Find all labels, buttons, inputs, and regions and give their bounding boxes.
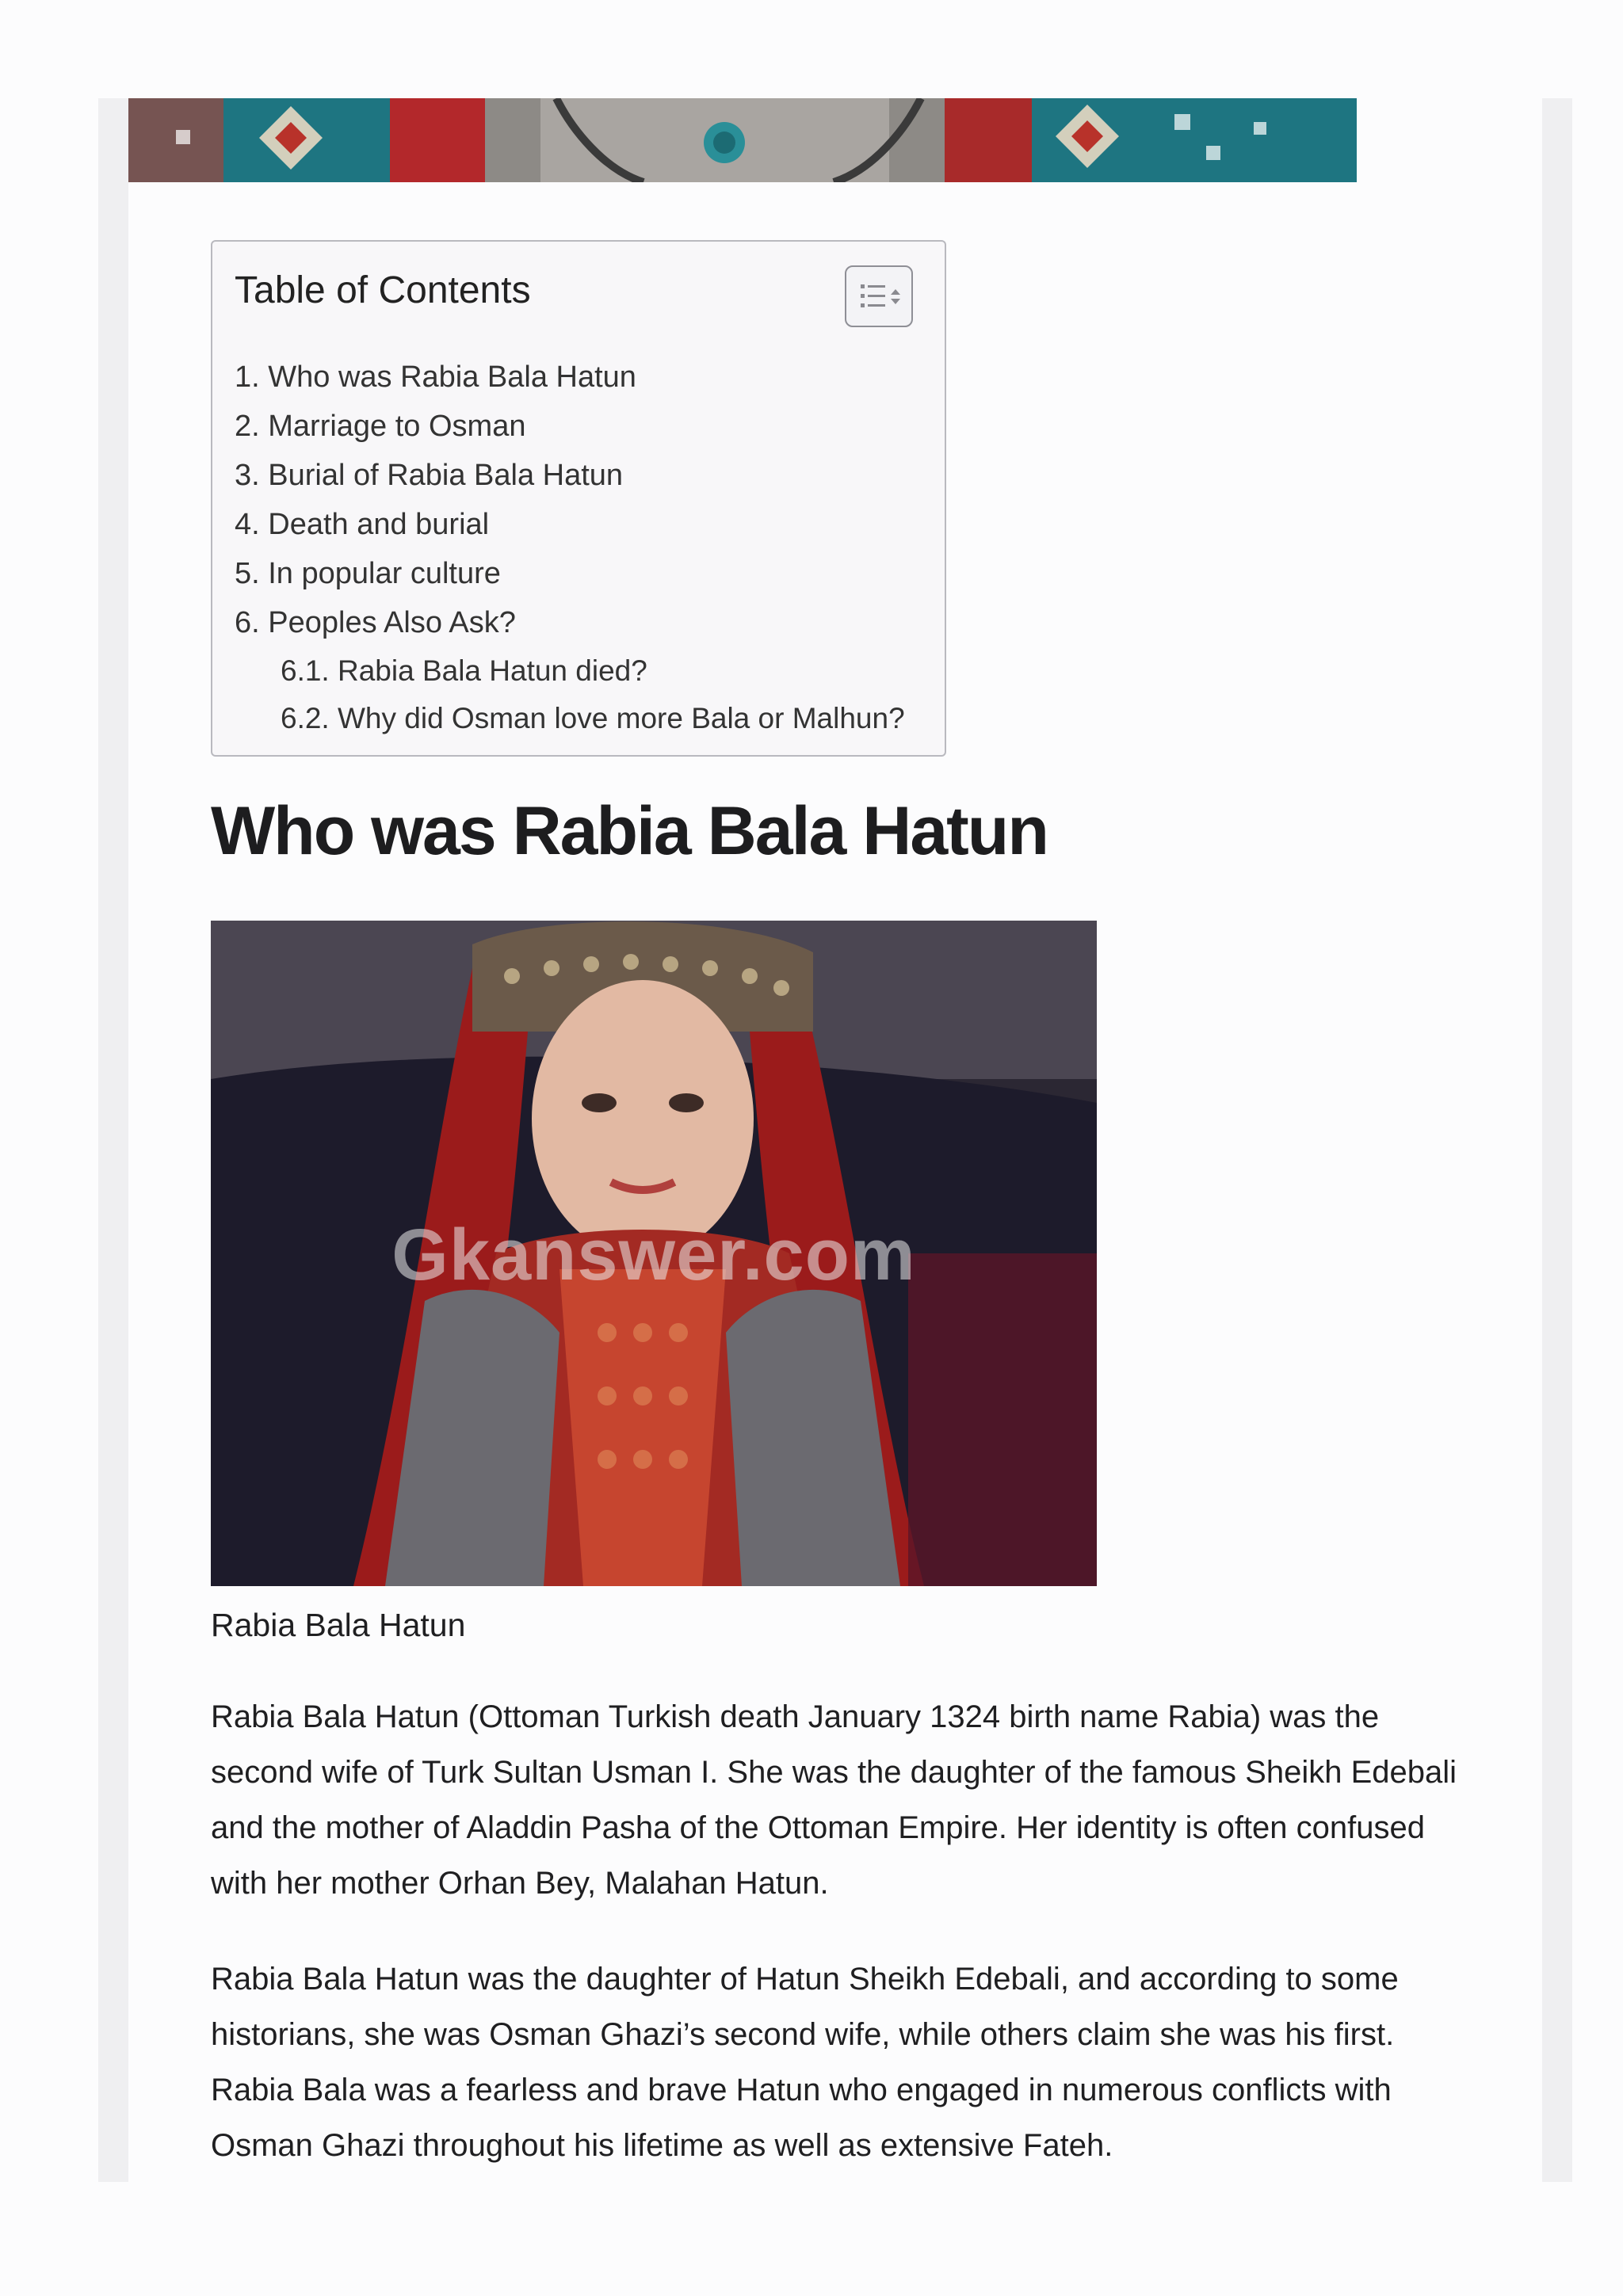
toc-item-peoples-also-ask[interactable]: 6. Peoples Also Ask? [235, 606, 516, 639]
toc-list [235, 353, 905, 742]
page-title: Who was Rabia Bala Hatun [211, 793, 1048, 869]
list-toggle-icon [846, 267, 911, 326]
image-watermark: Gkanswer.com [391, 1215, 916, 1295]
left-gutter [98, 98, 128, 2182]
toc-item-death[interactable]: 4. Death and burial [235, 508, 490, 541]
image-caption: Rabia Bala Hatun [211, 1607, 466, 1643]
table-of-contents [211, 240, 946, 757]
toc-toggle-button[interactable] [845, 265, 913, 327]
toc-subitem-love[interactable]: 6.2. Why did Osman love more Bala or Malhun? [281, 702, 905, 734]
toc-item-burial[interactable]: 3. Burial of Rabia Bala Hatun [235, 459, 624, 492]
paragraph-1: Rabia Bala Hatun (Ottoman Turkish death January 1324 birth name Rabia) was the second wife of Turk Sultan Usman I. She was the daughter of the famous Sheikh Edebali and the mother of Aladdin Pasha of the Ottoman Empire. Her identity is often confused with her mother Orhan Bey, Malahan Hatun. [211, 1699, 1457, 1901]
portrait-image [211, 921, 1097, 1586]
hero-image [128, 98, 1357, 182]
toc-item-marriage[interactable]: 2. Marriage to Osman [235, 410, 526, 443]
toc-title: Table of Contents [235, 269, 531, 311]
toc-subitem-died[interactable]: 6.1. Rabia Bala Hatun died? [281, 654, 647, 687]
toc-item-who-was[interactable]: 1. Who was Rabia Bala Hatun [235, 360, 636, 394]
right-gutter [1542, 98, 1572, 2182]
paragraph-2: Rabia Bala Hatun was the daughter of Hatun Sheikh Edebali, and according to some historians, she was Osman Ghazi’s second wife, while others claim she was his first. Rabia Bala was a fearless and brave Hatun who engaged in numerous conflicts with Osman Ghazi throughout his lifetime as well as extensive Fateh. [211, 1962, 1399, 2163]
toc-item-popular-culture[interactable]: 5. In popular culture [235, 557, 501, 590]
